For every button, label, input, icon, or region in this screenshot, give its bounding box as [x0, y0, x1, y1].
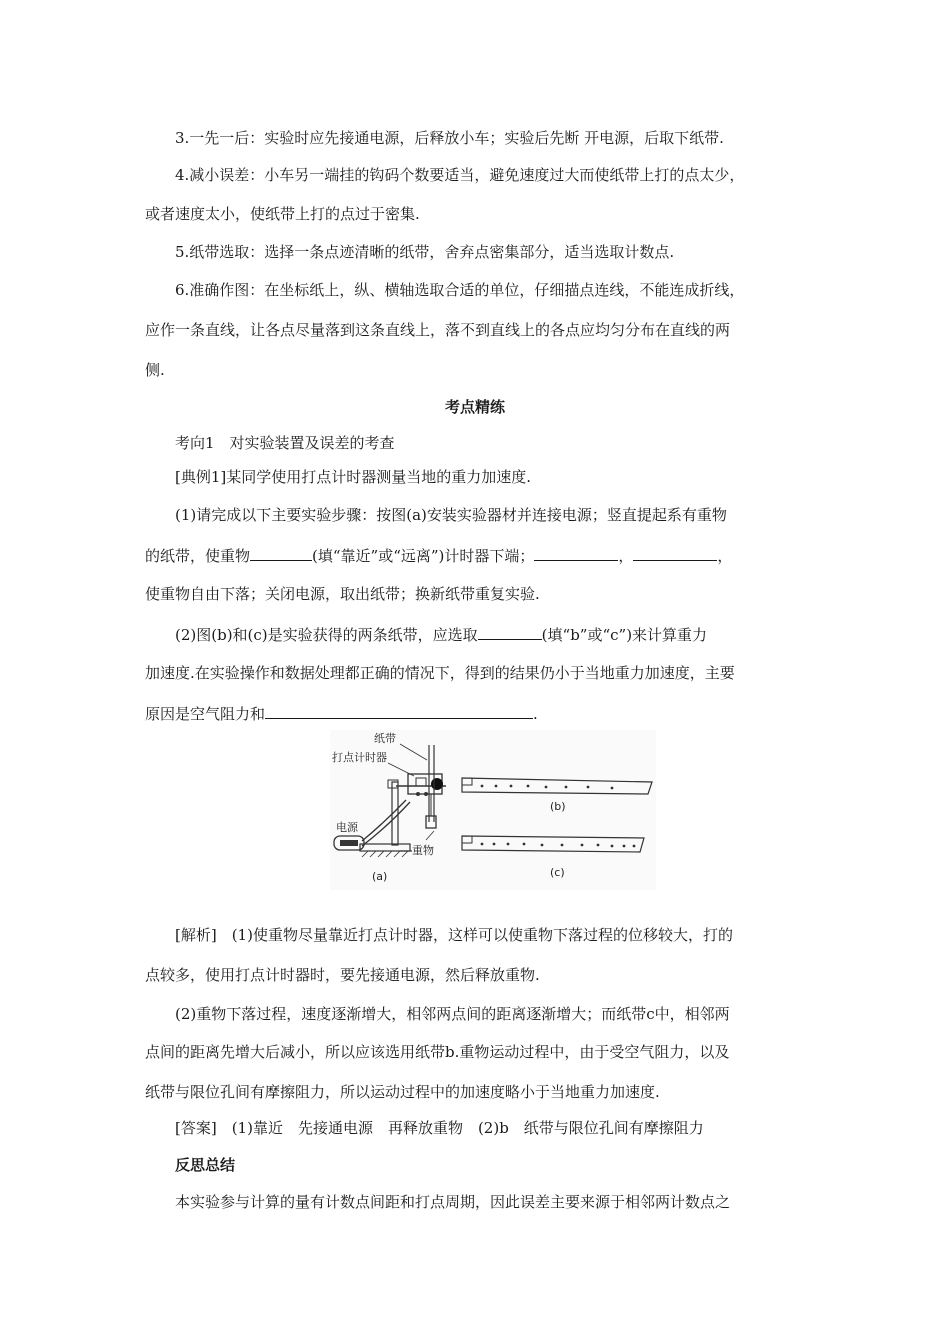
question-2-text-b: (填“b”或“c”)来计算重力: [541, 626, 708, 644]
note-item-6-line-1: 6.准确作图：在坐标纸上，纵、横轴选取合适的单位，仔细描点连线，不能连成折线，: [175, 281, 745, 299]
question-2-text-c: 原因是空气阻力和: [145, 705, 266, 723]
label-power-supply: 电源: [336, 821, 358, 834]
note-item-4-line-2: 或者速度太小，使纸带上打的点过于密集.: [145, 205, 420, 223]
analysis-line-5: 纸带与限位孔间有摩擦阻力，所以运动过程中的加速度略小于当地重力加速度.: [145, 1083, 660, 1101]
note-item-6-line-3: 侧.: [145, 361, 165, 379]
question-1-text-c: ，: [618, 547, 634, 565]
note-item-5: 5.纸带选取：选择一条点迹清晰的纸带，舍弃点密集部分，适当选取计数点.: [175, 243, 675, 261]
answer-line: [答案] (1)靠近 先接通电源 再释放重物 (2)b 纸带与限位孔间有摩擦阻力: [175, 1119, 704, 1137]
analysis-line-4: 点间的距离先增大后减小，所以应该选用纸带b.重物运动过程中，由于受空气阻力，以及: [145, 1043, 730, 1061]
question-2-text-d: .: [533, 705, 538, 723]
question-1-line-3: 使重物自由下落；关闭电源，取出纸带；换新纸带重复实验.: [145, 585, 540, 603]
label-figure-a: (a): [372, 870, 388, 883]
question-2-line-1: [175, 624, 707, 645]
label-paper-tape: 纸带: [374, 732, 396, 745]
question-2-line-3: [145, 703, 538, 724]
label-ticker-timer: 打点计时器: [332, 751, 387, 764]
experiment-diagram: [330, 730, 656, 890]
answer-blank-2[interactable]: [534, 545, 618, 561]
question-1-line-1: (1)请完成以下主要实验步骤：按图(a)安装实验器材并连接电源；竖直提起系有重物: [175, 506, 727, 524]
note-item-3: 3.一先一后：实验时应先接通电源，后释放小车；实验后先断 开电源，后取下纸带.: [175, 129, 724, 147]
answer-blank-4[interactable]: [478, 624, 542, 640]
analysis-line-2: 点较多，使用打点计时器时，要先接通电源，然后释放重物.: [145, 966, 540, 984]
question-1-line-2: [145, 545, 732, 566]
label-weight: 重物: [412, 844, 434, 857]
answer-blank-5[interactable]: [265, 703, 533, 719]
label-figure-b: (b): [550, 800, 566, 813]
note-item-4-line-1: 4.减小误差：小车另一端挂的钩码个数要适当，避免速度过大而使纸带上打的点太少，: [175, 166, 745, 184]
question-2-text-a: (2)图(b)和(c)是实验获得的两条纸带，应选取: [175, 626, 478, 644]
answer-blank-3[interactable]: [633, 545, 717, 561]
question-1-text-d: ，: [717, 547, 733, 565]
analysis-line-1: [解析] (1)使重物尽量靠近打点计时器，这样可以使重物下落过程的位移较大，打的: [175, 926, 733, 944]
answer-blank-1[interactable]: [250, 545, 312, 561]
label-figure-c: (c): [550, 866, 565, 879]
question-2-line-2: 加速度.在实验操作和数据处理都正确的情况下，得到的结果仍小于当地重力加速度，主要: [145, 664, 735, 682]
exam-direction: 考向1 对实验装置及误差的考查: [175, 434, 395, 452]
note-item-6-line-2: 应作一条直线，让各点尽量落到这条直线上，落不到直线上的各点应均匀分布在直线的两: [145, 321, 731, 339]
section-title: 考点精练: [444, 398, 505, 416]
experiment-figure: [330, 730, 656, 890]
summary-line-1: 本实验参与计算的量有计数点间距和打点周期，因此误差主要来源于相邻两计数点之: [175, 1193, 731, 1211]
example-title: [典例1]某同学使用打点计时器测量当地的重力加速度.: [175, 468, 532, 486]
question-1-text-b: (填“靠近”或“远离”)计时器下端；: [312, 547, 535, 565]
question-1-text-a: 的纸带，使重物: [145, 547, 251, 565]
summary-title: 反思总结: [175, 1156, 236, 1174]
analysis-line-3: (2)重物下落过程，速度逐渐增大，相邻两点间的距离逐渐增大；而纸带c中，相邻两: [175, 1005, 730, 1023]
